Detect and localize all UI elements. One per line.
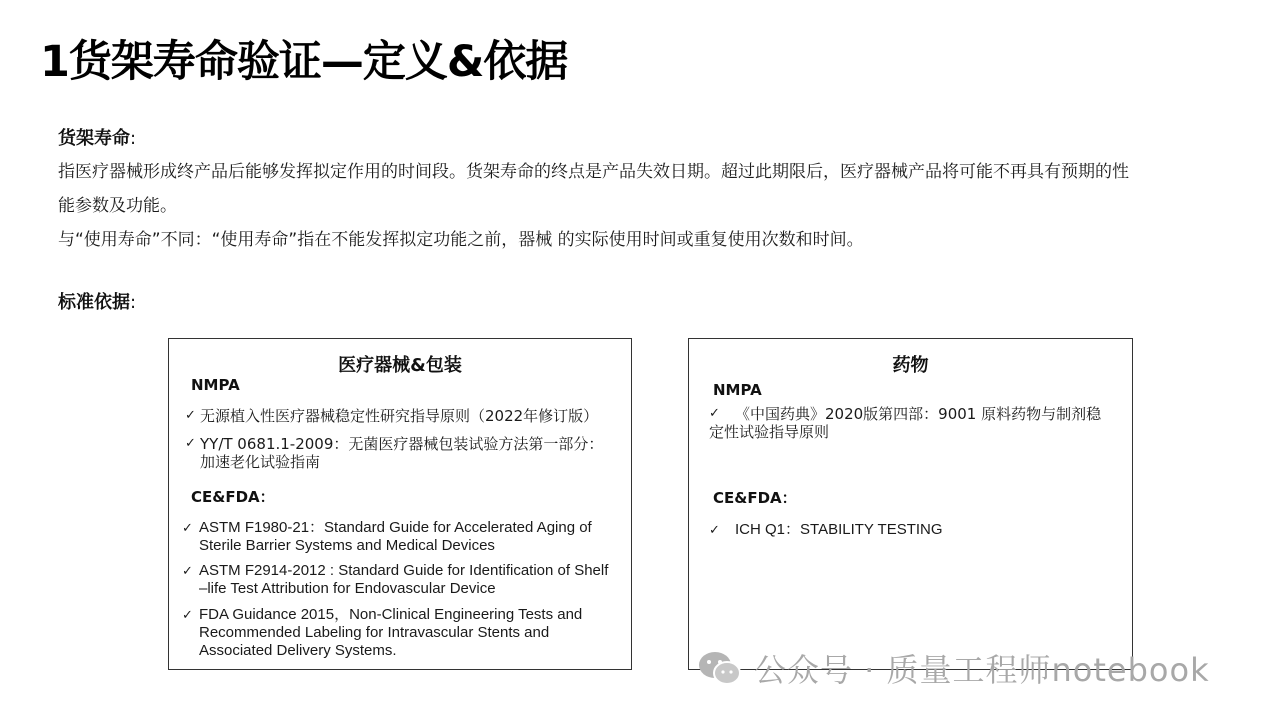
device-cefda-item-3 [182, 606, 630, 660]
check-icon: ✓ [182, 607, 193, 622]
definition-line-2: 能参数及功能。 [58, 196, 177, 216]
device-nmpa-heading: NMPA [191, 376, 240, 394]
device-cefda-item-1-line-2: Sterile Barrier Systems and Medical Devices [199, 537, 495, 554]
standards-label-text: 标准依据 [58, 292, 130, 313]
definition-label-text: 货架寿命 [58, 128, 130, 149]
definition-label [58, 124, 136, 150]
check-icon: ✓ [182, 520, 193, 535]
device-nmpa-item-1 [185, 407, 625, 425]
check-icon: ✓ [709, 406, 720, 421]
standards-label-colon: : [130, 292, 137, 313]
device-cefda-item-2-line-1: ASTM F2914-2012 : Standard Guide for Identification of Shelf [199, 562, 609, 579]
check-icon: ✓ [185, 408, 196, 423]
definition-label-colon: : [130, 128, 137, 149]
device-cefda-item-2-line-2: –life Test Attribution for Endovascular Device [199, 580, 496, 597]
device-cefda-item-3-line-3: Associated Delivery Systems. [199, 642, 397, 659]
device-cefda-item-3-line-1: FDA Guidance 2015，Non-Clinical Engineering Tests and [199, 606, 583, 623]
device-nmpa-item-2 [185, 435, 625, 471]
drug-nmpa-item-1 [709, 405, 1124, 441]
watermark [696, 644, 1210, 692]
device-nmpa-item-2-line-2: 加速老化试验指南 [200, 453, 321, 471]
device-cefda-item-1 [182, 519, 630, 555]
check-icon: ✓ [185, 436, 196, 451]
device-box-title: 医疗器械&包装 [338, 355, 462, 376]
device-cefda-item-1-line-1: ASTM F1980-21：Standard Guide for Accelerated Aging of [199, 519, 592, 536]
drug-nmpa-heading: NMPA [713, 381, 762, 399]
watermark-text: 公众号 · 质量工程师notebook [754, 651, 1210, 689]
device-nmpa-item-2-line-1: YY/T 0681.1-2009：无菌医疗器械包装试验方法第一部分： [200, 435, 604, 453]
check-icon: ✓ [182, 563, 193, 578]
device-standards-box [168, 338, 632, 670]
check-icon: ✓ [709, 522, 720, 537]
wechat-icon [696, 648, 744, 688]
drug-cefda-item-1 [709, 521, 1124, 539]
device-cefda-item-2 [182, 562, 630, 598]
definition-line-3: 与“使用寿命”不同：“使用寿命”指在不能发挥拟定功能之前，器械 的实际使用时间或重复使用次数和时间。 [58, 230, 864, 250]
definition-line-1: 指医疗器械形成终产品后能够发挥拟定作用的时间段。货架寿命的终点是产品失效日期。超过此期限后，医疗器械产品将可能不再具有预期的性 [58, 162, 1129, 182]
page-title: 1货架寿命验证—定义&依据 [40, 37, 568, 87]
standards-label [58, 288, 136, 314]
device-cefda-heading: CE&FDA： [191, 488, 275, 506]
drug-standards-box [688, 338, 1133, 670]
drug-cefda-item-1-line-1: ICH Q1：STABILITY TESTING [735, 521, 943, 538]
drug-cefda-heading: CE&FDA： [713, 489, 797, 507]
drug-nmpa-item-1-line-2: 定性试验指导原则 [709, 423, 830, 441]
drug-box-title: 药物 [892, 355, 929, 376]
device-nmpa-item-1-line-1: 无源植入性医疗器械稳定性研究指导原则（2022年修订版） [200, 407, 599, 425]
device-cefda-item-3-line-2: Recommended Labeling for Intravascular Stents and [199, 624, 550, 641]
drug-nmpa-item-1-line-1: 《中国药典》2020版第四部：9001 原料药物与制剂稳 [735, 405, 1102, 423]
